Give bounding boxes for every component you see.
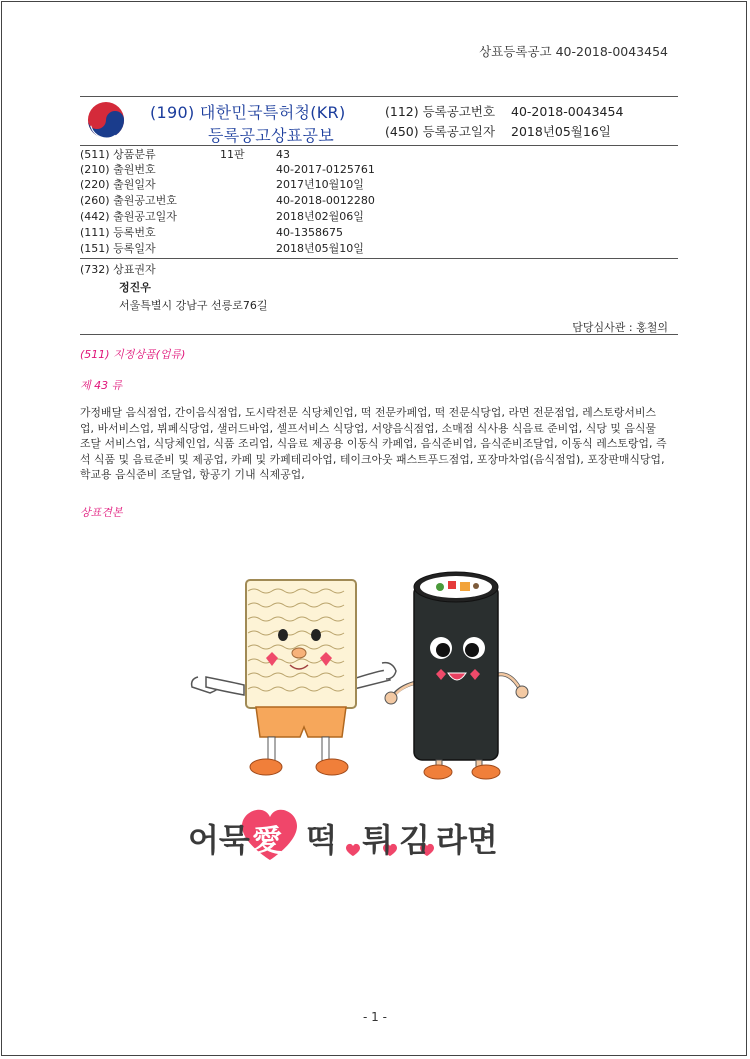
designated-goods-label: (511) 지정상품(업류) [80, 348, 186, 361]
holder-label: (732) 상표권자 [80, 263, 156, 276]
biblio-rule [80, 258, 678, 259]
holder-address: 서울특별시 강남구 선릉로76길 [119, 299, 268, 312]
kipo-taegeuk-logo-icon [87, 101, 125, 139]
mark-word-gim: 김 [399, 821, 430, 859]
top-reference: 상표등록공고 40-2018-0043454 [479, 44, 668, 59]
mark-label: 상표견본 [80, 506, 123, 519]
mark-word-twi: 튀 [362, 821, 393, 859]
registration-date-value: 2018년05월16일 [511, 124, 611, 139]
biblio-label: (511) 상품분류 [80, 148, 156, 161]
page-number: - 1 - [363, 1010, 387, 1024]
noodle-character-icon [192, 580, 396, 775]
biblio-label: (151) 등록일자 [80, 242, 156, 255]
biblio-label: (111) 등록번호 [80, 226, 156, 239]
mark-word-eomuk: 어묵 [188, 821, 250, 859]
biblio-value: 40-2017-0125761 [276, 163, 375, 176]
biblio-row [80, 163, 375, 177]
mark-word-love: 愛 [252, 824, 282, 859]
biblio-value: 43 [276, 148, 290, 161]
biblio-value: 40-2018-0012280 [276, 194, 375, 207]
small-heart-icon [346, 844, 360, 856]
examiner-rule [80, 334, 678, 335]
goods-list: 가정배달 음식점업, 간이음식점업, 도시락전문 식당체인업, 떡 전문카페업, 떡 전문식당업, 라면 전문점업, 레스토랑서비스업, 바서비스업, 뷔페식당업, 샐러드바업, 셀프서비스 식당업, 서양음식점업, 소매점 식사용 식음료 준비업, 식당 및 음식물 조달 서비스업, 식당체인업, 식품 조리업, 식음료 제공용 이동식 카페업, 음식준비업, 음식준비조달업, 이동식 레스토랑업, 즉석 식품 및 음료준비 및 제공업, 카페 및 카페테리아업, 테이크아웃 패스트푸드점업, 포장마차업(음식점업), 포장판매식당업, 학교용 음식준비 조달업, 항공기 기내 식제공업, [80, 406, 667, 481]
biblio-row [80, 194, 375, 208]
registration-number-value: 40-2018-0043454 [511, 104, 624, 119]
holder-name: 정진우 [119, 281, 151, 294]
gimbap-character-icon [385, 572, 528, 779]
biblio-edition: 11판 [220, 148, 245, 161]
biblio-row [80, 210, 364, 224]
biblio-label: (442) 출원공고일자 [80, 210, 177, 223]
biblio-row [80, 148, 290, 162]
mark-word-tteok: 떡 [306, 821, 337, 859]
registration-date-label: (450) 등록공고일자 [385, 124, 496, 139]
examiner: 담당심사관 : 홍철의 [572, 321, 668, 334]
office-title: (190) 대한민국특허청(KR) [150, 103, 346, 122]
biblio-value: 2017년10월10일 [276, 178, 364, 191]
biblio-label: (210) 출원번호 [80, 163, 156, 176]
class-label: 제 43 류 [80, 379, 123, 392]
registration-date-row [385, 122, 611, 140]
header-bottom-rule [80, 145, 678, 146]
biblio-label: (220) 출원일자 [80, 178, 156, 191]
biblio-value: 2018년02월06일 [276, 210, 364, 223]
biblio-label: (260) 출원공고번호 [80, 194, 177, 207]
header-top-rule [80, 96, 678, 97]
registration-number-label: (112) 등록공고번호 [385, 104, 496, 119]
biblio-value: 2018년05월10일 [276, 242, 364, 255]
gazette-title: 등록공고상표공보 [208, 126, 335, 145]
biblio-row [80, 242, 364, 256]
biblio-row [80, 178, 364, 192]
mark-word-ramyeon: 라면 [436, 821, 498, 859]
biblio-value: 40-1358675 [276, 226, 343, 239]
registration-number-row [385, 102, 623, 120]
biblio-row [80, 226, 343, 240]
trademark-specimen [186, 555, 566, 895]
